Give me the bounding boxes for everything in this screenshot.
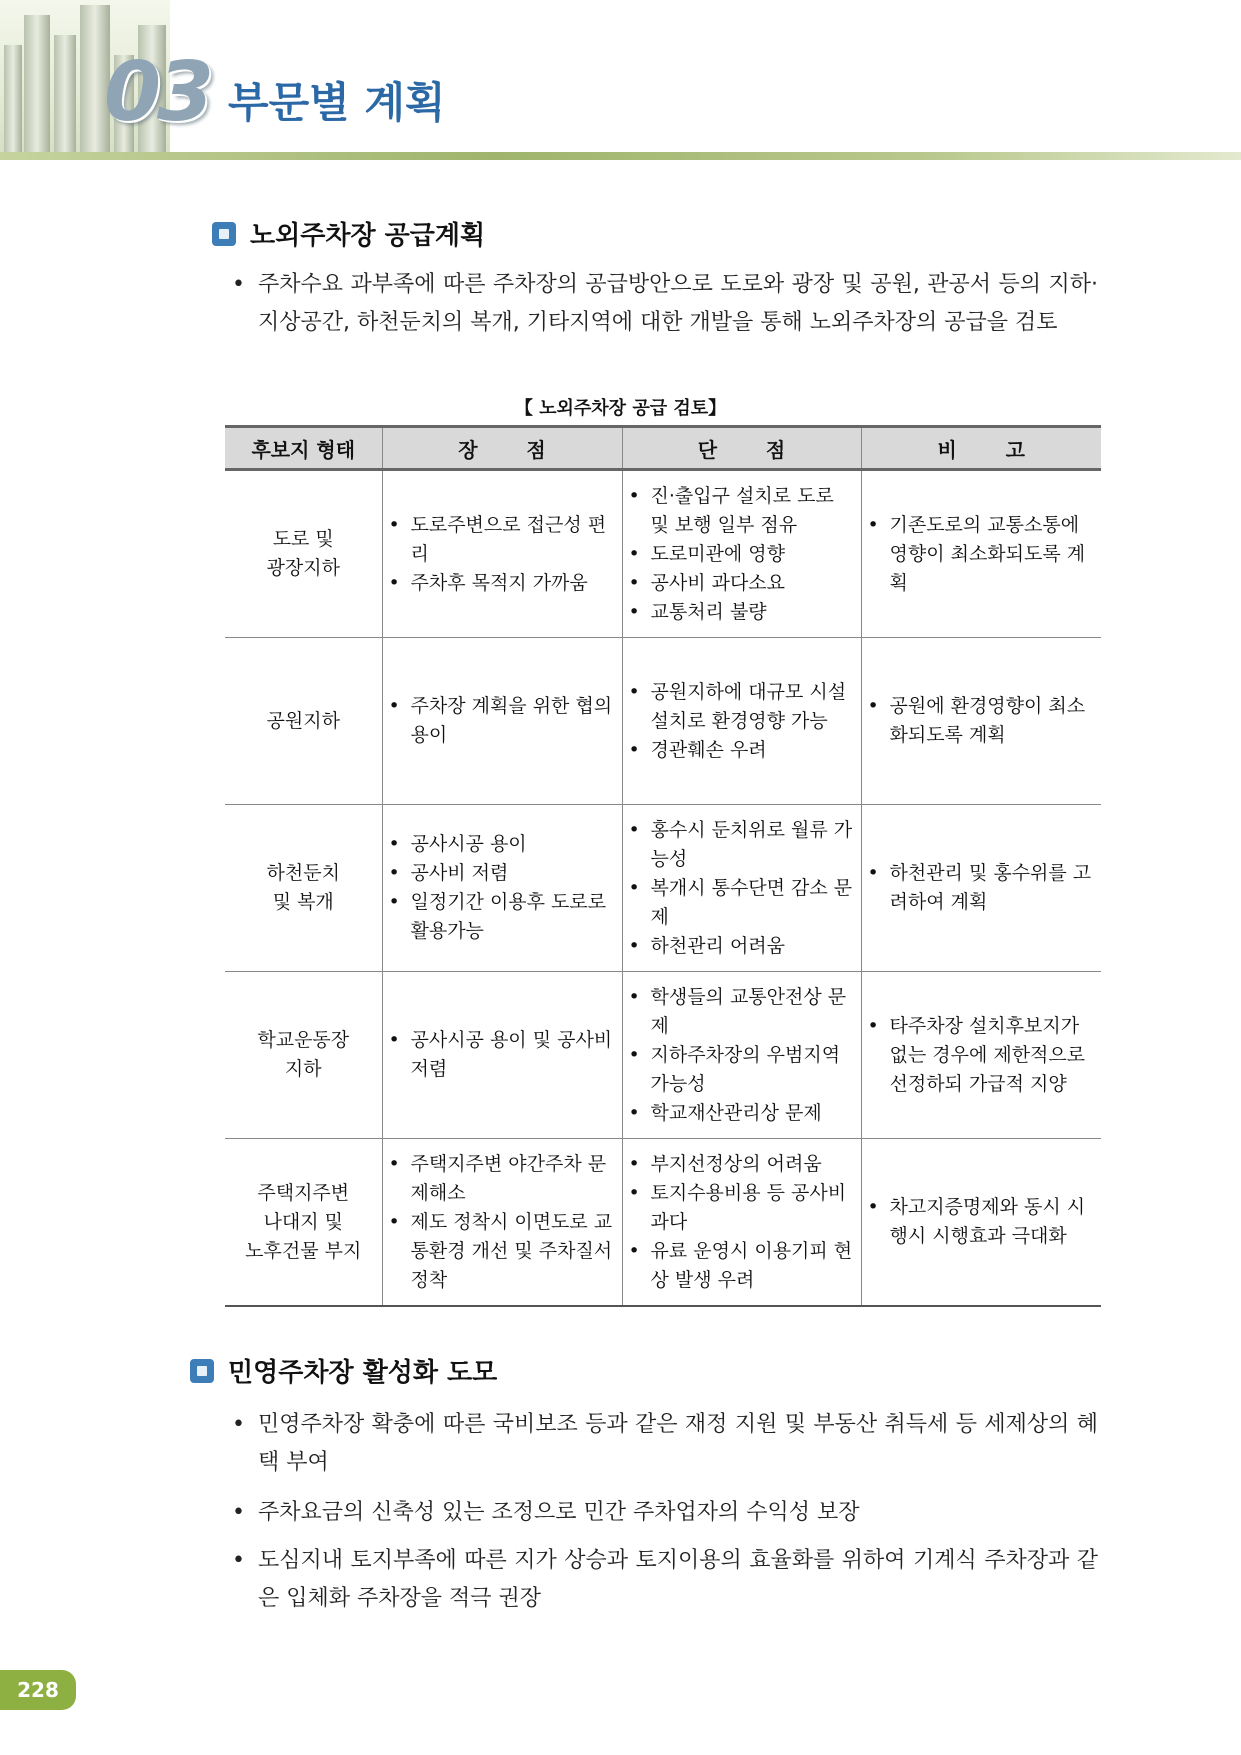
table-row xyxy=(225,638,1101,805)
list-item: • 토지수용비용 등 공사비 과다 xyxy=(627,1179,853,1237)
list-item: • 민영주차장 확충에 따른 국비보조 등과 같은 재정 지원 및 부동산 취득세 등 세제상의 혜택 부여 xyxy=(258,1406,1098,1482)
header-rule xyxy=(0,152,1241,160)
column-header-type: 후보지 형태 xyxy=(225,427,382,470)
cell-cons xyxy=(622,972,861,1139)
table-row xyxy=(225,1139,1101,1307)
cell-type: 하천둔치 및 복개 xyxy=(225,805,382,972)
list-item: • 하천관리 어려움 xyxy=(627,932,853,961)
list-item: • 타주차장 설치후보지가 없는 경우에 제한적으로 선정하되 가급적 지양 xyxy=(866,1012,1094,1099)
table-header-row xyxy=(225,427,1101,470)
list-item: • 공사비 저렴 xyxy=(387,859,614,888)
list-item: • 주차수요 과부족에 따른 주차장의 공급방안으로 도로와 광장 및 공원, 관공서 등의 지하·지상공간, 하천둔치의 복개, 기타지역에 대한 개발을 통해 노외주차장의 공급을 검토 xyxy=(258,266,1098,342)
square-bullet-icon xyxy=(190,1359,214,1383)
chapter-header xyxy=(0,0,1241,170)
chapter-number: 03 xyxy=(104,45,211,140)
list-item: • 주택지주변 야간주차 문제해소 xyxy=(387,1150,614,1208)
list-item: • 지하주차장의 우범지역 가능성 xyxy=(627,1041,853,1099)
table-row xyxy=(225,470,1101,638)
list-item: • 공사시공 용이 및 공사비 저렴 xyxy=(387,1026,614,1084)
cell-note xyxy=(861,1139,1101,1307)
list-item: • 주차요금의 신축성 있는 조정으로 민간 주차업자의 수익성 보장 xyxy=(258,1494,1098,1532)
cell-note xyxy=(861,470,1101,638)
cell-type: 도로 및 광장지하 xyxy=(225,470,382,638)
cell-cons xyxy=(622,638,861,805)
list-item: • 복개시 통수단면 감소 문제 xyxy=(627,874,853,932)
cell-pros xyxy=(382,972,622,1139)
list-item: • 학생들의 교통안전상 문제 xyxy=(627,983,853,1041)
list-item: • 하천관리 및 홍수위를 고려하여 계획 xyxy=(866,859,1094,917)
section-title: 노외주차장 공급계획 xyxy=(250,221,486,251)
cell-pros xyxy=(382,1139,622,1307)
list-item: • 주차장 계획을 위한 협의 용이 xyxy=(387,692,614,750)
cell-note xyxy=(861,972,1101,1139)
cell-cons xyxy=(622,805,861,972)
page-number: 228 xyxy=(0,1670,76,1710)
section-title: 민영주차장 활성화 도모 xyxy=(228,1358,498,1388)
list-item: • 교통처리 불량 xyxy=(627,598,853,627)
list-item: • 학교재산관리상 문제 xyxy=(627,1099,853,1128)
chapter-title: 부문별 계획 xyxy=(228,78,446,127)
list-item: • 주차후 목적지 가까움 xyxy=(387,569,614,598)
list-item: • 공사비 과다소요 xyxy=(627,569,853,598)
cell-note xyxy=(861,805,1101,972)
column-header-note: 비 고 xyxy=(861,427,1101,470)
bullet-dot-icon: • xyxy=(232,1548,245,1573)
list-item: • 도로미관에 영향 xyxy=(627,540,853,569)
list-item: • 도로주변으로 접근성 편리 xyxy=(387,511,614,569)
list-item: • 부지선정상의 어려움 xyxy=(627,1150,853,1179)
cell-pros xyxy=(382,470,622,638)
offstreet-parking-review-table xyxy=(225,425,1101,1307)
table-row xyxy=(225,805,1101,972)
list-item: • 차고지증명제와 동시 시행시 시행효과 극대화 xyxy=(866,1193,1094,1251)
list-item: • 도심지내 토지부족에 따른 지가 상승과 토지이용의 효율화를 위하여 기계식 주차장과 같은 입체화 주차장을 적극 권장 xyxy=(258,1542,1098,1618)
list-item: • 공원에 환경영향이 최소화되도록 계획 xyxy=(866,692,1094,750)
cell-cons xyxy=(622,1139,861,1307)
cell-pros xyxy=(382,638,622,805)
column-header-cons: 단 점 xyxy=(622,427,861,470)
table-row xyxy=(225,972,1101,1139)
bullet-dot-icon: • xyxy=(232,272,245,297)
cell-type: 공원지하 xyxy=(225,638,382,805)
list-item: • 공사시공 용이 xyxy=(387,830,614,859)
section-heading-offstreet-parking xyxy=(212,215,485,252)
bullet-dot-icon: • xyxy=(232,1500,245,1525)
cell-type: 학교운동장 지하 xyxy=(225,972,382,1139)
list-item: • 홍수시 둔치위로 월류 가능성 xyxy=(627,816,853,874)
cell-cons xyxy=(622,470,861,638)
list-item: • 유료 운영시 이용기피 현상 발생 우려 xyxy=(627,1237,853,1295)
list-item: • 제도 정착시 이면도로 교통환경 개선 및 주차질서 정착 xyxy=(387,1208,614,1295)
column-header-pros: 장 점 xyxy=(382,427,622,470)
table-caption: 【 노외주차장 공급 검토】 xyxy=(514,398,727,419)
cell-note xyxy=(861,638,1101,805)
square-bullet-icon xyxy=(212,222,236,246)
bullet-dot-icon: • xyxy=(232,1412,245,1437)
section-heading-private-parking xyxy=(190,1352,497,1389)
cell-pros xyxy=(382,805,622,972)
cell-type: 주택지주변 나대지 및 노후건물 부지 xyxy=(225,1139,382,1307)
list-item: • 진·출입구 설치로 도로 및 보행 일부 점유 xyxy=(627,482,853,540)
list-item: • 경관훼손 우려 xyxy=(627,736,853,765)
list-item: • 기존도로의 교통소통에 영향이 최소화되도록 계획 xyxy=(866,511,1094,598)
list-item: • 일정기간 이용후 도로로 활용가능 xyxy=(387,888,614,946)
list-item: • 공원지하에 대규모 시설 설치로 환경영향 가능 xyxy=(627,678,853,736)
